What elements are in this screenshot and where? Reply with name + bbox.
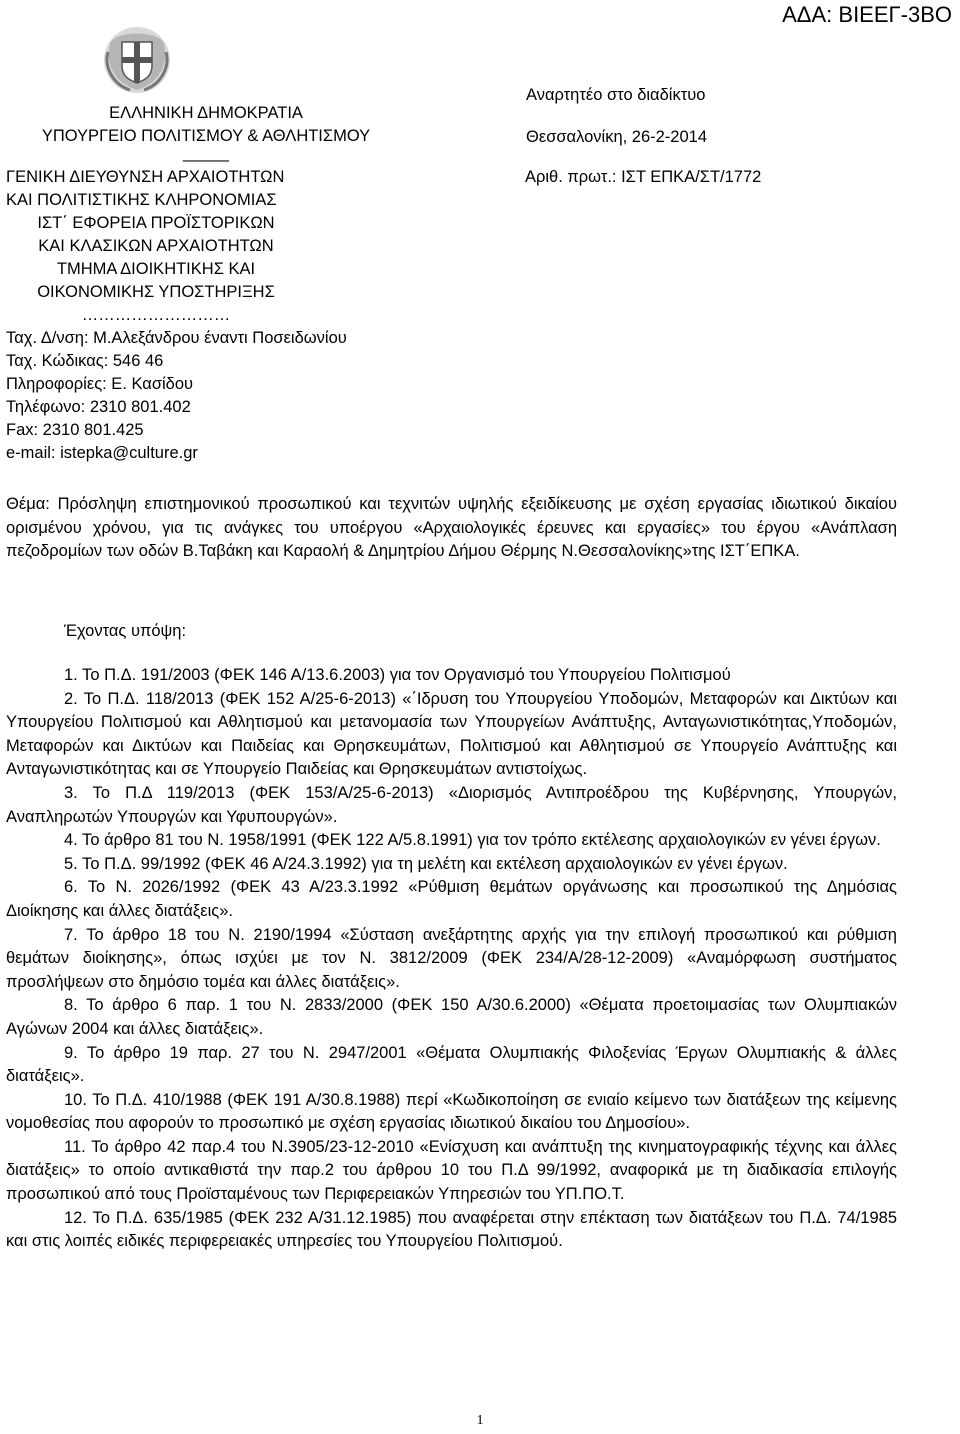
page-number: 1 [476,1413,484,1428]
document-meta [526,84,761,189]
place-date: Θεσσαλονίκη, 26-2-2014 [526,128,708,146]
greek-coat-of-arms-icon [102,22,172,94]
legal-basis-list [6,664,897,1254]
department-line-2: ΟΙΚΟΝΟΜΙΚΗΣ ΥΠΟΣΤΗΡΙΞΗΣ [37,283,275,301]
phone-number: Τηλέφωνο: 2310 801.402 [6,398,191,416]
ada-code: ΑΔΑ: ΒΙΕΕΓ-3ΒΟ [782,2,952,27]
sender-block [6,102,406,465]
postal-address: Ταχ. Δ/νση: Μ.Αλεξάνδρου έναντι Ποσειδωνίου [6,329,347,347]
country-name: ΕΛΛΗΝΙΚΗ ΔΗΜΟΚΡΑΤΙΑ [109,104,303,122]
list-item: 4. Το άρθρο 81 του Ν. 1958/1991 (ΦΕΚ 122 Α/5.8.1991) για τον τρόπο εκτέλεσης αρχαιολογικών εν γένει έργων. [64,831,881,850]
list-item: 5. Το Π.Δ. 99/1992 (ΦΕΚ 46 Α/24.3.1992) για τη μελέτη και εκτέλεση αρχαιολογικών εν γένει έργων. [64,854,788,873]
list-item: 11. Το άρθρο 42 παρ.4 του Ν.3905/23-12-2010 «Ενίσχυση και ανάπτυξη της κινηματογραφικής τέχνης και άλλες διατάξεις» το οποίο αντικαθιστά την παρ.2 του άρθρου 10 του Π.Δ 99/1992, αναφορικά με τη διαδικασία επιλογής προσωπικού από τους Προϊσταμένους των Περιφερειακών Υπηρεσιών του ΥΠ.ΠΟ.Τ. [6,1137,897,1204]
postal-code: Ταχ. Κώδικας: 546 46 [6,352,164,370]
list-item: 10. Το Π.Δ. 410/1988 (ΦΕΚ 191 Α/30.8.1988) περί «Κωδικοποίηση σε ενιαίο κείμενο των διατάξεων της κείμενης νομοθεσίας που αφορούν το προσωπικό με σχέση εργασίας ιδιωτικού δικαίου του Δημοσίου». [6,1090,897,1133]
considering-heading: Έχοντας υπόψη: [64,622,187,640]
directorate-line-1: ΓΕΝΙΚΗ ΔΙΕΥΘΥΝΣΗ ΑΡΧΑΙΟΤΗΤΩΝ [6,168,285,186]
subject-paragraph: Θέμα: Πρόσληψη επιστημονικού προσωπικού και τεχνιτών υψηλής εξειδίκευσης με σχέση εργασίας ιδιωτικού δικαίου ορισμένου χρόνου, για τις ανάγκες του υποέργου «Αρχαιολογικές έρευνες και εργασίες» του έργου «Ανάπλαση πεζοδρομίων των οδών Β.Ταβάκη και Καραολή & Δημητρίου Δήμου Θέρμης Ν.Θεσσαλονίκης»της ΙΣΤ΄ΕΠΚΑ. [6,495,897,561]
directorate-line-2: ΚΑΙ ΠΟΛΙΤΙΣΤΙΚΗΣ ΚΛΗΡΟΝΟΜΙΑΣ [6,191,277,209]
ministry-name: ΥΠΟΥΡΓΕΙΟ ΠΟΛΙΤΙΣΜΟΥ & ΑΘΛΗΤΙΣΜΟΥ [41,127,371,145]
list-item: 12. Το Π.Δ. 635/1985 (ΦΕΚ 232 Α/31.12.1985) που αναφέρεται στην επέκταση των διατάξεων του Π.Δ. 74/1985 και στις λοιπές ειδικές περιφερειακές υπηρεσίες του Υπουργείου Πολιτισμού. [6,1208,897,1251]
posting-note: Αναρτητέο στο διαδίκτυο [526,86,706,104]
dots-line: ……………………… [81,306,231,324]
department-line-1: ΤΜΗΜΑ ΔΙΟΙΚΗΤΙΚΗΣ ΚΑΙ [56,260,256,278]
list-item: 9. Το άρθρο 19 παρ. 27 του Ν. 2947/2001 «Θέματα Ολυμπιακής Φιλοξενίας Έργων Ολυμπιακής & άλλες διατάξεις». [6,1043,897,1086]
list-item: 3. Το Π.Δ 119/2013 (ΦΕΚ 153/Α/25-6-2013) «Διορισμός Αντιπροέδρου της Κυβέρνησης, Υπουργών, Αναπληρωτών Υπουργών και Υφυπουργών». [6,783,897,826]
list-item: 8. Το άρθρο 6 παρ. 1 του Ν. 2833/2000 (ΦΕΚ 150 Α/30.6.2000) «Θέματα προετοιμασίας των Ολυμπιακών Αγώνων 2004 και άλλες διατάξεις». [6,996,897,1038]
email-address: e-mail: istepka@culture.gr [6,444,198,462]
contact-person: Πληροφορίες: Ε. Κασίδου [6,375,194,393]
protocol-number: Αριθ. πρωτ.: ΙΣΤ ΕΠΚΑ/ΣΤ/1772 [525,168,762,186]
separator-line: _____ [183,144,229,162]
ephorate-line-1: ΙΣΤ΄ ΕΦΟΡΕΙΑ ΠΡΟΪΣΤΟΡΙΚΩΝ [37,214,275,232]
ephorate-line-2: ΚΑΙ ΚΛΑΣΙΚΩΝ ΑΡΧΑΙΟΤΗΤΩΝ [38,237,274,255]
list-item: 6. Το Ν. 2026/1992 (ΦΕΚ 43 Α/23.3.1992 «Ρύθμιση θεμάτων οργάνωσης και προσωπικού της Δημόσιας Διοίκησης και άλλες διατάξεις». [6,878,897,920]
list-item: 2. Το Π.Δ. 118/2013 (ΦΕΚ 152 Α/25-6-2013) «΄Ιδρυση του Υπουργείου Υποδομών, Μεταφορών και Δικτύων και Υπουργείου Πολιτισμού και Αθλητισμού και μετανομασία των Υπουργείων Ανάπτυξης, Ανταγωνιστικότητας,Υποδομών, Μεταφορών και Δικτύων και Παιδείας και Θρησκευμάτων, Πολιτισμού και Αθλητισμού σε Υπουργείο Ανάπτυξης και Ανταγωνιστικότητας και σε Υπουργείο Παιδείας και Θρησκευμάτων αντιστοίχως. [6,689,897,779]
list-item: 7. Το άρθρο 18 του Ν. 2190/1994 «Σύσταση ανεξάρτητης αρχής για την επιλογή προσωπικού και ρύθμιση θεμάτων διοίκησης», όπως ισχύει με τον Ν. 3812/2009 (ΦΕΚ 234/Α/28-12-2009) «Αναμόρφωση συστήματος προσλήψεων στο δημόσιο τομέα και άλλες διατάξεις». [6,925,897,991]
list-item: 1. Το Π.Δ. 191/2003 (ΦΕΚ 146 Α/13.6.2003) για τον Οργανισμό του Υπουργείου Πολιτισμού [64,666,731,684]
fax-number: Fax: 2310 801.425 [6,421,144,439]
